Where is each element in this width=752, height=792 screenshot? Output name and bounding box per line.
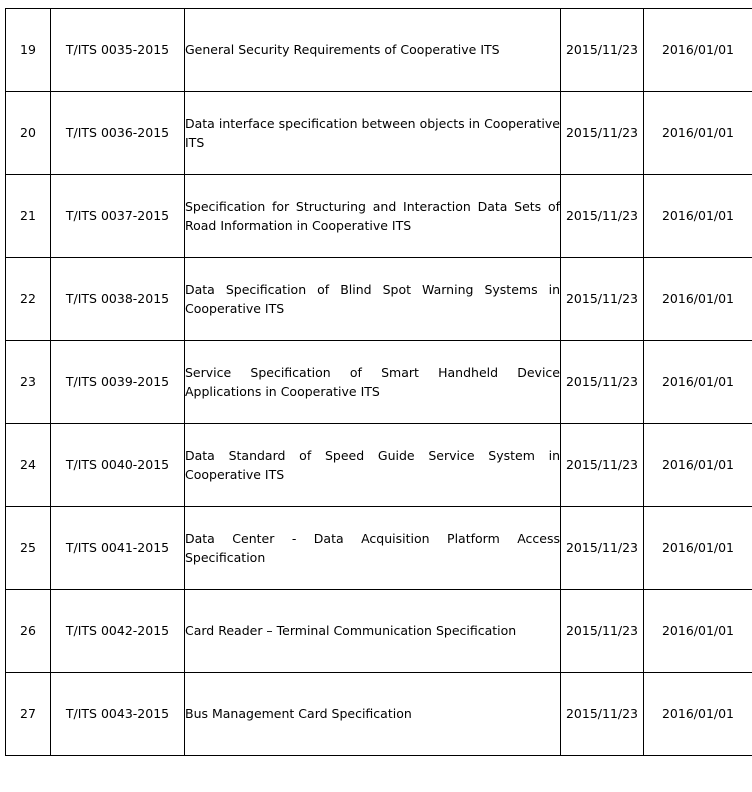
implementation-date: 2016/01/01	[644, 341, 752, 424]
implementation-date: 2016/01/01	[644, 673, 752, 756]
standard-code: T/ITS 0041-2015	[51, 507, 185, 590]
standard-code: T/ITS 0037-2015	[51, 175, 185, 258]
row-number: 23	[6, 341, 51, 424]
standard-title: Data interface specification between objects in Cooperative ITS	[185, 92, 561, 175]
issue-date: 2015/11/23	[561, 92, 644, 175]
table-row	[6, 9, 752, 92]
standard-code: T/ITS 0040-2015	[51, 424, 185, 507]
issue-date: 2015/11/23	[561, 590, 644, 673]
standards-table	[5, 8, 752, 756]
standard-title: Data Center - Data Acquisition Platform Access Specification	[185, 507, 561, 590]
issue-date: 2015/11/23	[561, 507, 644, 590]
implementation-date: 2016/01/01	[644, 9, 752, 92]
implementation-date: 2016/01/01	[644, 175, 752, 258]
row-number: 27	[6, 673, 51, 756]
table-row	[6, 175, 752, 258]
standard-code: T/ITS 0035-2015	[51, 9, 185, 92]
standard-title: Data Specification of Blind Spot Warning Systems in Cooperative ITS	[185, 258, 561, 341]
table-row	[6, 673, 752, 756]
standards-table-body	[6, 9, 752, 756]
table-row	[6, 590, 752, 673]
standard-title: Service Specification of Smart Handheld Device Applications in Cooperative ITS	[185, 341, 561, 424]
issue-date: 2015/11/23	[561, 424, 644, 507]
standard-code: T/ITS 0038-2015	[51, 258, 185, 341]
row-number: 19	[6, 9, 51, 92]
row-number: 22	[6, 258, 51, 341]
standard-title: Bus Management Card Specification	[185, 673, 561, 756]
standard-title: Specification for Structuring and Interaction Data Sets of Road Information in Cooperative ITS	[185, 175, 561, 258]
implementation-date: 2016/01/01	[644, 424, 752, 507]
issue-date: 2015/11/23	[561, 673, 644, 756]
table-row	[6, 507, 752, 590]
table-row	[6, 258, 752, 341]
table-row	[6, 92, 752, 175]
issue-date: 2015/11/23	[561, 258, 644, 341]
standard-code: T/ITS 0036-2015	[51, 92, 185, 175]
standard-title: General Security Requirements of Cooperative ITS	[185, 9, 561, 92]
row-number: 26	[6, 590, 51, 673]
standard-code: T/ITS 0042-2015	[51, 590, 185, 673]
row-number: 25	[6, 507, 51, 590]
row-number: 20	[6, 92, 51, 175]
implementation-date: 2016/01/01	[644, 258, 752, 341]
implementation-date: 2016/01/01	[644, 590, 752, 673]
issue-date: 2015/11/23	[561, 9, 644, 92]
table-row	[6, 424, 752, 507]
implementation-date: 2016/01/01	[644, 92, 752, 175]
standard-title: Data Standard of Speed Guide Service System in Cooperative ITS	[185, 424, 561, 507]
standard-code: T/ITS 0043-2015	[51, 673, 185, 756]
table-row	[6, 341, 752, 424]
row-number: 21	[6, 175, 51, 258]
row-number: 24	[6, 424, 51, 507]
issue-date: 2015/11/23	[561, 175, 644, 258]
standard-title: Card Reader – Terminal Communication Specification	[185, 590, 561, 673]
issue-date: 2015/11/23	[561, 341, 644, 424]
implementation-date: 2016/01/01	[644, 507, 752, 590]
standard-code: T/ITS 0039-2015	[51, 341, 185, 424]
